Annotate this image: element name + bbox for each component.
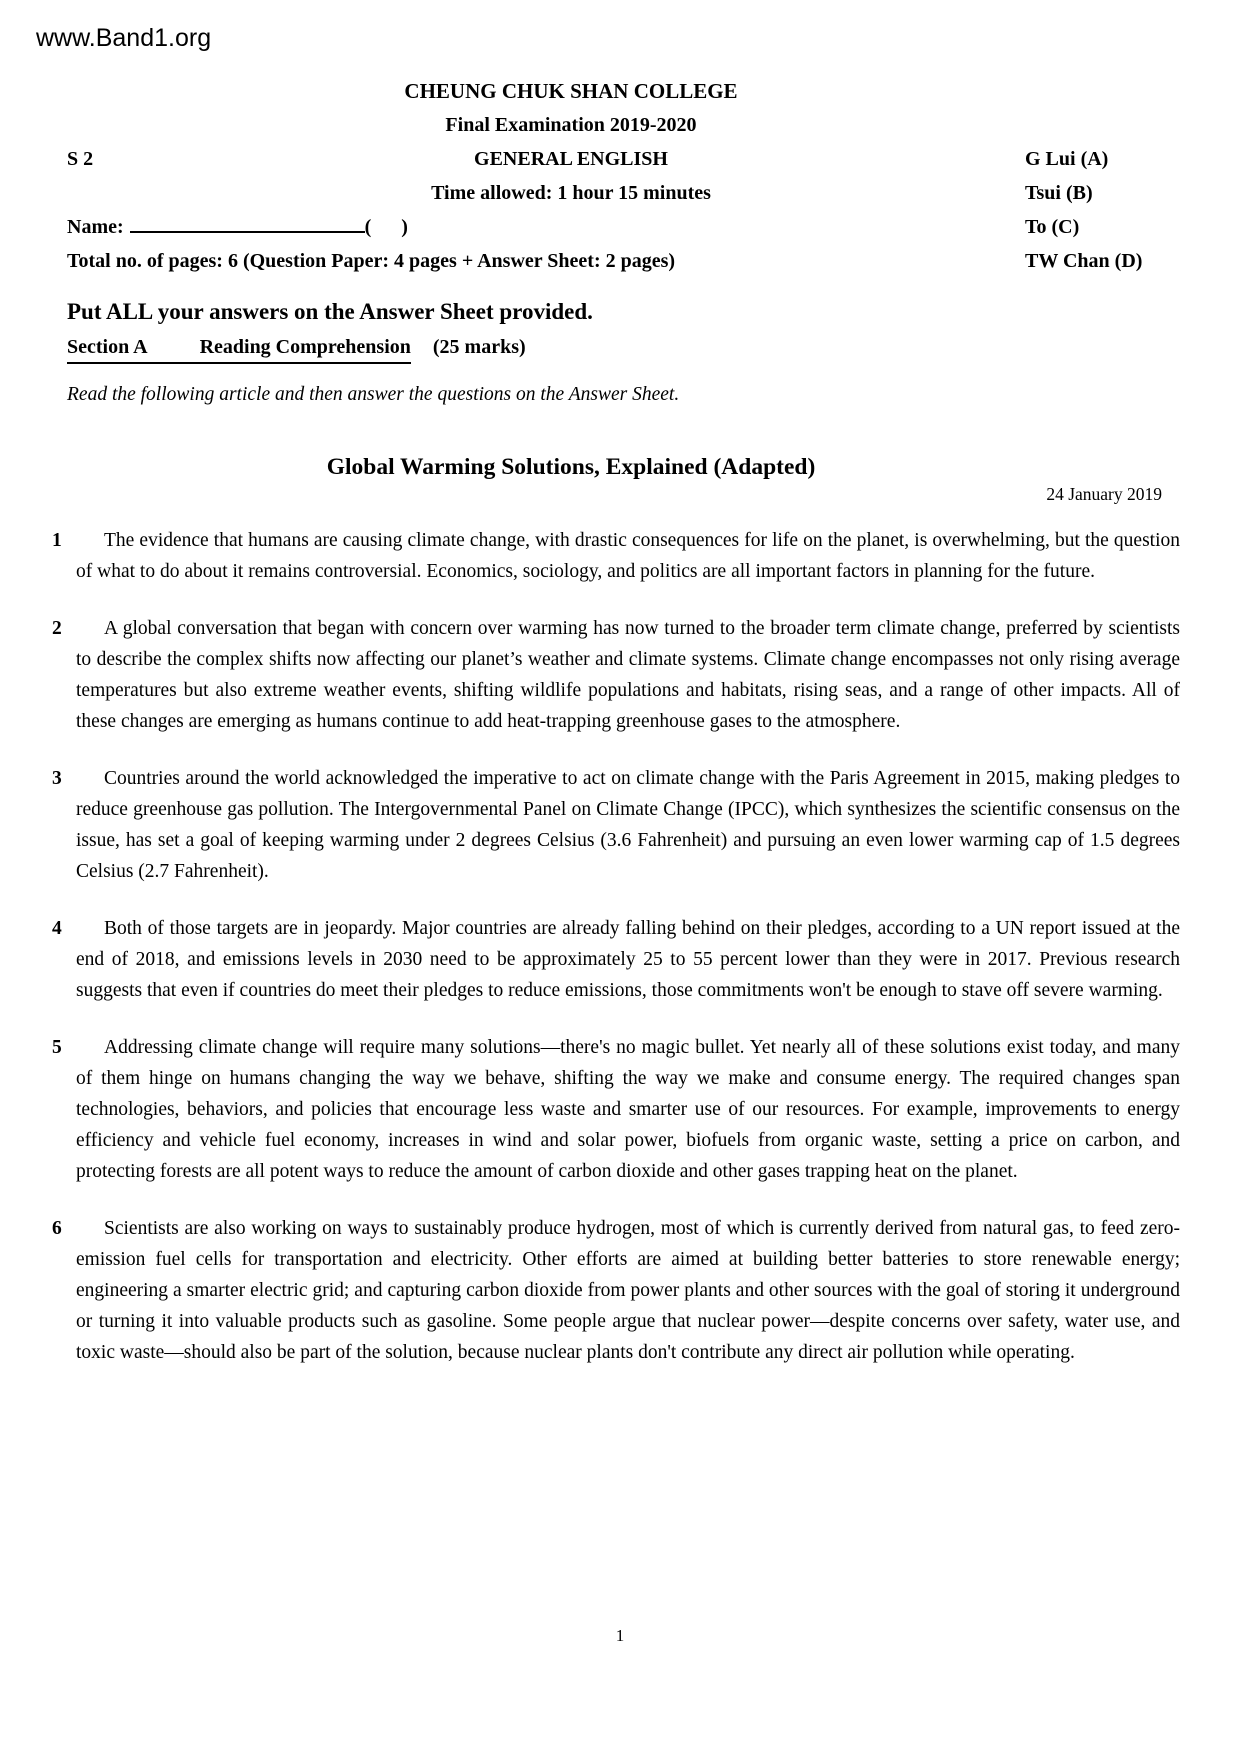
paragraph-text: Addressing climate change will require many solutions—there's no magic bullet. Yet nearly all of these solutions exist today, and many of them hinge on humans changing the way we behave, shifting the way we make and consume energy. The required changes span technologies, behaviors, and policies that encourage less waste and smarter use of our resources. For example, improvements to energy efficiency and vehicle fuel economy, increases in wind and solar power, biofuels from organic waste, setting a price on carbon, and protecting forests are all potent ways to reduce the amount of carbon dioxide and other gases trapping heat on the planet. xyxy=(76,1037,1180,1182)
paragraph-text: Both of those targets are in jeopardy. Major countries are already falling behind on their pledges, according to a UN report issued at the end of 2018, and emissions levels in 2030 need to be approximately 25 to 55 percent lower than they were in 2017. Previous research suggests that even if countries do meet their pledges to reduce emissions, those commitments won't be enough to stave off severe warming. xyxy=(76,918,1180,1001)
paragraph-number: 3 xyxy=(52,768,62,789)
article-paragraph xyxy=(52,1032,1180,1187)
teacher-name-b: Tsui (B) xyxy=(1025,182,1093,204)
section-title: Reading Comprehension xyxy=(199,336,411,358)
article-date: 24 January 2019 xyxy=(1046,484,1162,504)
name-blank-line xyxy=(130,211,365,233)
section-marks: (25 marks) xyxy=(432,336,526,358)
college-name: CHEUNG CHUK SHAN COLLEGE xyxy=(404,79,738,103)
subject-title: GENERAL ENGLISH xyxy=(474,148,668,170)
article-title: Global Warming Solutions, Explained (Adapted) xyxy=(326,454,816,480)
section-heading xyxy=(67,333,1240,364)
time-allowed: Time allowed: 1 hour 15 minutes xyxy=(431,182,711,204)
paragraph-number: 5 xyxy=(52,1037,62,1058)
class-level: S 2 xyxy=(67,148,94,170)
paragraph-number: 4 xyxy=(52,918,62,939)
reading-instruction: Read the following article and then answer the questions on the Answer Sheet. xyxy=(67,384,680,405)
exam-title: Final Examination 2019-2020 xyxy=(445,114,697,136)
class-number-brackets: ( ) xyxy=(364,216,408,238)
total-pages-note: Total no. of pages: 6 (Question Paper: 4 pages + Answer Sheet: 2 pages) xyxy=(67,250,676,272)
article-body xyxy=(52,525,1180,1368)
paragraph-number: 1 xyxy=(52,530,62,551)
section-heading-underlined xyxy=(67,333,411,364)
answer-sheet-instruction: Put ALL your answers on the Answer Sheet provided. xyxy=(67,299,593,324)
article-paragraph xyxy=(52,525,1180,587)
article-paragraph xyxy=(52,763,1180,887)
paragraph-text: A global conversation that began with concern over warming has now turned to the broader term climate change, preferred by scientists to describe the complex shifts now affecting our planet’s weather and climate systems. Climate change encompasses not only rising average temperatures but also extreme weather events, shifting wildlife populations and habitats, rising seas, and a range of other impacts. All of these changes are emerging as humans continue to add heat-trapping greenhouse gases to the atmosphere. xyxy=(76,618,1180,732)
section-label: Section A xyxy=(67,336,148,358)
page-number: 1 xyxy=(615,1626,625,1645)
article-paragraph xyxy=(52,913,1180,1006)
teacher-name-a: G Lui (A) xyxy=(1025,148,1109,170)
article-paragraph xyxy=(52,613,1180,737)
paragraph-text: The evidence that humans are causing climate change, with drastic consequences for life on the planet, is overwhelming, but the question of what to do about it remains controversial. Economics, sociology, and politics are all important factors in planning for the future. xyxy=(76,530,1180,582)
teacher-name-c: To (C) xyxy=(1025,216,1080,238)
name-label: Name: xyxy=(67,216,124,238)
watermark-url: www.Band1.org xyxy=(36,24,212,52)
paragraph-text: Scientists are also working on ways to sustainably produce hydrogen, most of which is currently derived from natural gas, to feed zero-emission fuel cells for transportation and electricity. Other efforts are aimed at building better batteries to store renewable energy; engineering a smarter electric grid; and capturing carbon dioxide from power plants and other sources with the goal of storing it underground or turning it into valuable products such as gasoline. Some people argue that nuclear power—despite concerns over safety, water use, and toxic waste—should also be part of the solution, because nuclear plants don't contribute any direct air pollution while operating. xyxy=(76,1218,1180,1363)
teacher-name-d: TW Chan (D) xyxy=(1025,250,1143,272)
name-line xyxy=(67,210,408,244)
paragraph-number: 2 xyxy=(52,618,62,639)
paragraph-text: Countries around the world acknowledged the imperative to act on climate change with the Paris Agreement in 2015, making pledges to reduce greenhouse gas pollution. The Intergovernmental Panel on Climate Change (IPCC), which synthesizes the scientific consensus on the issue, has set a goal of keeping warming under 2 degrees Celsius (3.6 Fahrenheit) and pursuing an even lower warming cap of 1.5 degrees Celsius (2.7 Fahrenheit). xyxy=(76,768,1180,882)
paragraph-number: 6 xyxy=(52,1218,62,1239)
article-paragraph xyxy=(52,1213,1180,1368)
